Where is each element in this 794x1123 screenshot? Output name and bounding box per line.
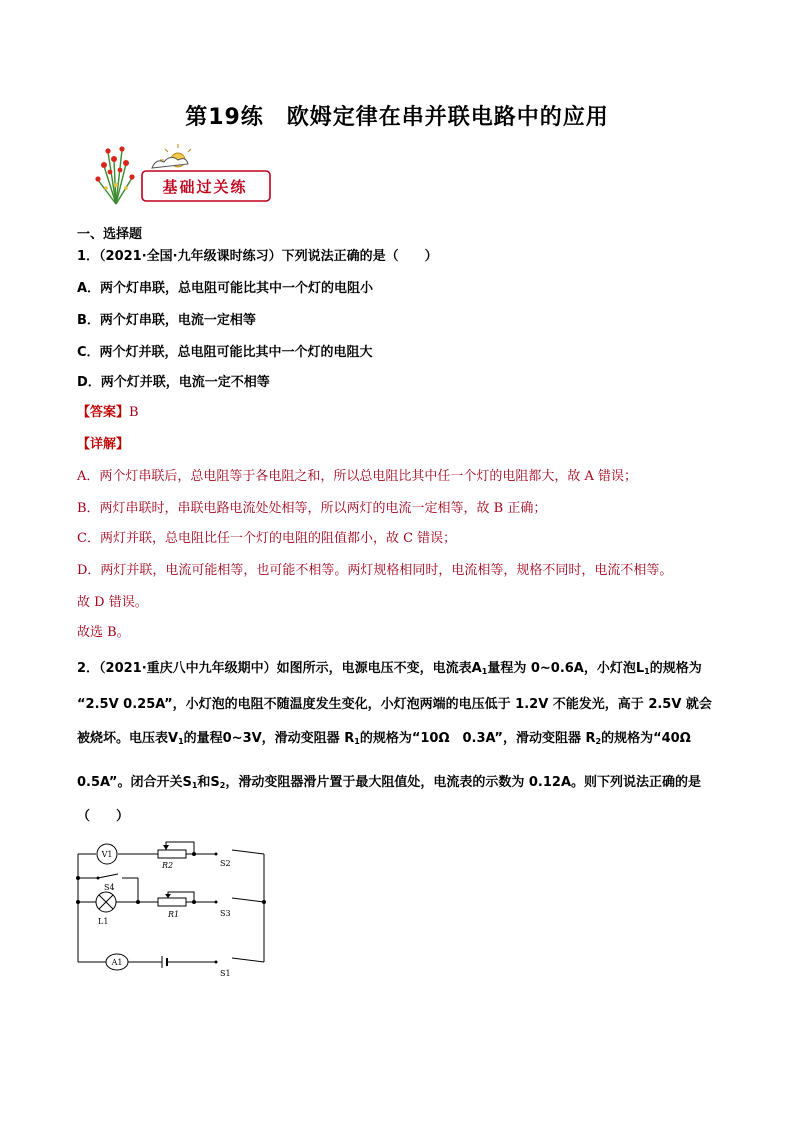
q2-line-5: （ ） <box>77 809 130 824</box>
s1-label: S1 <box>220 969 231 978</box>
q2-line-1 <box>77 660 702 681</box>
q1-detail-line: 故选 B。 <box>77 625 130 640</box>
q1-detail-line: B．两灯串联时，串联电路电流处处相等，所以两灯的电流一定相等，故 B 正确； <box>77 501 547 516</box>
q2-subscript: 2 <box>595 737 602 746</box>
r1-label: R1 <box>168 910 180 919</box>
page-title: 第19练 欧姆定律在串并联电路中的应用 <box>185 105 609 130</box>
q2-line-3 <box>77 730 691 751</box>
q2-text: 的规格为 <box>649 661 702 676</box>
q1-option-d: D．两个灯并联，电流一定不相等 <box>77 375 270 390</box>
banner-label: 基础过关练 <box>162 177 248 196</box>
q2-subscript: 1 <box>644 667 650 676</box>
answer-value: B <box>129 405 139 420</box>
q2-text: 的量程0~3V，滑动变阻器 R <box>183 731 355 746</box>
q2-subscript: 1 <box>481 667 488 676</box>
q2-subscript: 1 <box>191 781 198 790</box>
s4-label: S4 <box>104 883 115 892</box>
r2-label: R2 <box>162 861 174 870</box>
q1-detail-line: D．两灯并联，电流可能相等，也可能不相等。两灯规格相同时，电流相等，规格不同时，电流不相等。 <box>77 563 673 578</box>
q1-option-a: A．两个灯串联，总电阻可能比其中一个灯的电阻小 <box>77 281 374 296</box>
q2-subscript: 1 <box>354 737 360 746</box>
q1-detail-line: A．两个灯串联后，总电阻等于各电阻之和，所以总电阻比其中任一个灯的电阻都大，故 A 错误； <box>77 469 638 484</box>
detail-key-label: 【详解】 <box>77 437 130 452</box>
q2-text: 量程为 0~0.6A，小灯泡L <box>487 661 645 676</box>
q1-option-b: B．两个灯串联，电流一定相等 <box>77 313 256 328</box>
answer-key-label: 【答案】 <box>77 405 130 420</box>
q2-text: ，滑动变阻器滑片置于最大阻值处，电流表的示数为 0.12A。则下列说法正确的是 <box>225 775 702 790</box>
q2-text: 和S <box>197 775 220 790</box>
q1-detail-line: C．两灯并联，总电阻比任一个灯的电阻的阻值都小，故 C 错误； <box>77 531 457 546</box>
q2-text: 2．（2021·重庆八中九年级期中）如图所示，电源电压不变，电流表A <box>77 661 482 676</box>
q1-detail-line: 故 D 错误。 <box>77 595 148 610</box>
voltmeter-label: V1 <box>101 850 113 859</box>
q1-option-c: C．两个灯并联，总电阻可能比其中一个灯的电阻大 <box>77 345 373 360</box>
q2-subscript: 1 <box>178 737 184 746</box>
q2-text: 的规格为“10Ω 0.3A”，滑动变阻器 R <box>359 731 596 746</box>
s3-label: S3 <box>220 909 231 918</box>
ammeter-label: A1 <box>111 958 123 967</box>
l1-label: L1 <box>98 917 109 926</box>
q1-detail-heading <box>77 436 129 454</box>
q2-line-2: “2.5V 0.25A”，小灯泡的电阻不随温度发生变化，小灯泡两端的电压低于 1.2V 不能发光，高于 2.5V 就会 <box>77 697 712 712</box>
q2-text: 被烧坏。电压表V <box>77 731 179 746</box>
s2-label: S2 <box>220 859 231 868</box>
q2-text: 0.5A”。闭合开关S <box>77 775 192 790</box>
q2-line-4 <box>77 774 701 795</box>
circuit-diagram <box>70 838 280 980</box>
q2-text: 的规格为“40Ω <box>601 731 691 746</box>
q1-answer <box>77 404 139 422</box>
q2-subscript: 2 <box>219 781 226 790</box>
q1-stem: 1．（2021·全国·九年级课时练习）下列说法正确的是（ ） <box>77 249 438 264</box>
section-heading: 一、选择题 <box>77 227 143 242</box>
